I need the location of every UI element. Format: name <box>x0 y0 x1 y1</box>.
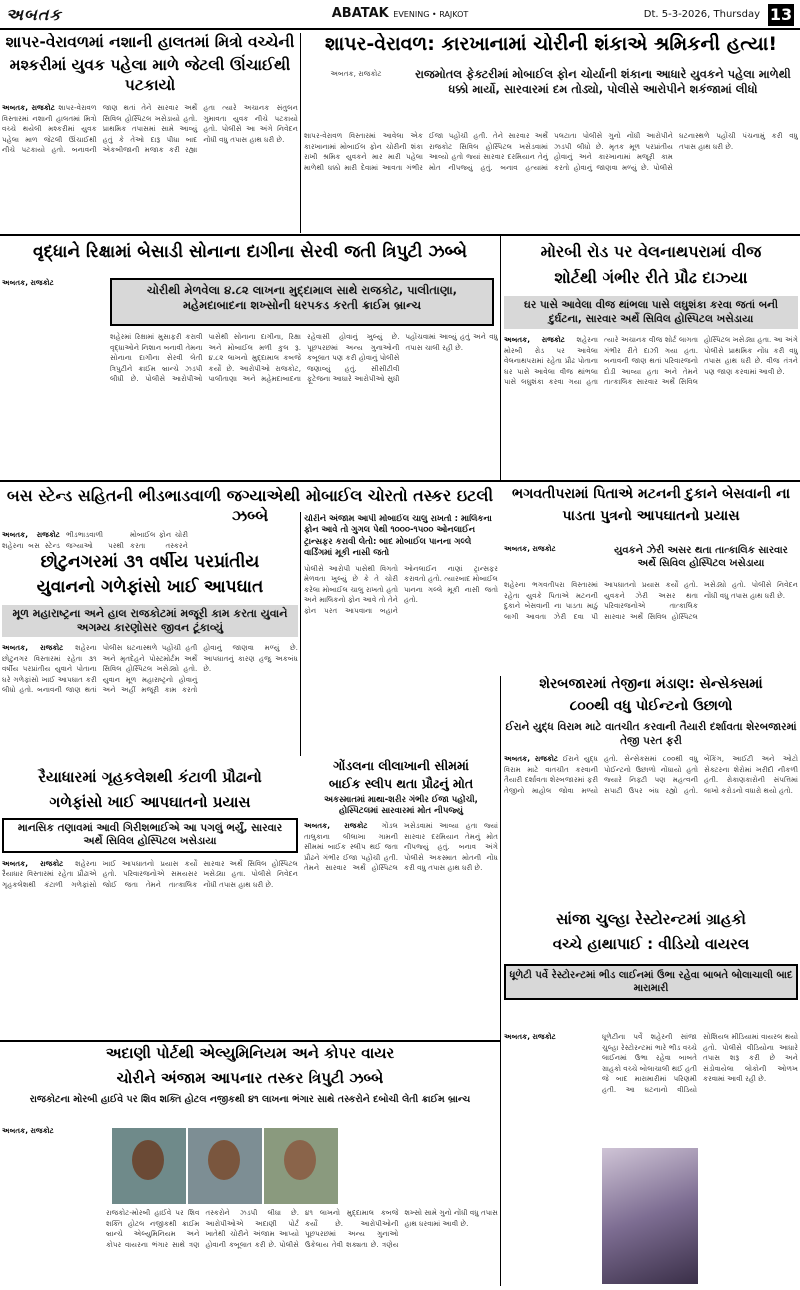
story-bhagvatipara <box>504 484 798 670</box>
story-headline: મશ્કરીમાં યુવક પહેલા માળે જેટલી ઊંચાઈથી પટકાયો <box>9 56 291 94</box>
edition-label: EVENING • RAJKOT <box>393 10 469 19</box>
story-text: શહેરના બસ સ્ટેન્ડ ભીડભાડવાળી જગ્યાઓ પરથી મોબાઈલ ફોન ચોરી કરતા તસ્કરને <box>2 530 188 550</box>
dateline: અબતક, રાજકોટ <box>2 103 55 113</box>
column-divider <box>500 676 501 1286</box>
dateline: અબતક, રાજકોટ <box>2 1126 54 1135</box>
story-restaurant-fight <box>504 910 798 1286</box>
story-headline: મોરબી રોડ પર વેલનાથપરામાં વીજ <box>540 242 762 261</box>
dateline: અબતક, રાજકોટ <box>504 335 565 345</box>
story-chhotunagar <box>2 552 298 762</box>
dateline: અબતક, રાજકોટ <box>2 278 54 287</box>
story-text: શહેરમાં રિક્ષામાં મુસાફરી કરાવી વૃદ્ધાઓને નિશાન બનાવી તેમના સોનાના દાગીના સેરવી લેતી ત્રિપુટીને ક્રાઈમ બ્રાન્ચે ઝડપી લીધી છે. પોલીસે આરોપીઓ પાસેથી સોનાના દાગીના, રિક્ષા અને મોબાઈલ મળી કુલ રૂ. ૪.૮૨ લાખનો મુદ્દામાલ કબજે કર્યો છે. આરોપીઓ રાજકોટ, પાલીતાણા અને મહેમદાબાદના રહેવાસી હોવાનું ખુલ્યું છે. પૂછપરછમાં અન્ય ગુનાઓની કબૂલાત પણ કરી હોવાનું પોલીસે જણાવ્યું હતું. સીસીટીવી ફૂટેજના આધારે આરોપીઓ સુધી પહોંચવામાં આવ્યું હતું અને વધુ તપાસ ચાલી રહી છે. <box>110 332 498 383</box>
story-subheadline: અકસ્માતમાં માથા-શરીર ગંભીર ઈજા પહોંચી, હોસ્પિટલમાં સારવારમાં મોત નીપજ્યું <box>324 795 478 817</box>
story-headline: અદાણી પોર્ટથી એલ્યુમિનિયમ અને કોપર વાયર <box>105 1044 395 1062</box>
story-headline: શેરબજારમાં તેજીના મંડાણ: સેન્સેક્સમાં <box>539 676 763 692</box>
story-text: ધૂળેટીના પર્વે શહેરની સાંજા ચુલ્હા રેસ્ટોરન્ટમાં ભારે ભીડ વચ્ચે લાઈનમાં ઉભા રહેવા બાબતે ગ્રાહકો વચ્ચે બોલાચાલી થઈ હતી જે બાદ મારામારીમાં પરિણમી હતી. આ ઘટનાનો વીડિયો સોશિયલ મીડિયામાં વાયરલ થયો હતો. પોલીસે વીડિયોના આધારે તપાસ શરૂ કરી છે અને સંડોવાયેલા લોકોની ઓળખ કરવામાં આવી રહી છે. <box>602 1032 798 1094</box>
paper-name-block <box>290 6 510 21</box>
story-stock-market <box>504 676 798 908</box>
story-subheadline: ઘર પાસે આવેલા વીજ થાંભલા પાસે લઘુશંકા કરવા જતાં બની દુર્ઘટના, સારવાર અર્થે સિવિલ હોસ્પિટલ ખસેડાયા <box>504 296 798 329</box>
story-body-lead <box>2 278 104 474</box>
page-number: 13 <box>769 5 793 24</box>
dateline: અબતક, રાજકોટ <box>504 754 559 764</box>
section-rule <box>0 234 800 236</box>
story-body <box>2 859 298 929</box>
story-body <box>2 103 298 227</box>
story-body-lead <box>2 1126 98 1286</box>
story-headline: શોર્ટથી ગંભીર રીતે પ્રૌઢ દાઝ્યા <box>554 268 748 287</box>
story-headline: શાપર-વેરાવળ: કારખાનામાં ચોરીની શંકાએ શ્રમિકની હત્યા! <box>324 33 778 55</box>
story-text: રાજકોટ-મોરબી હાઈવે પર શિવ શક્તિ હોટલ નજીકથી ક્રાઈમ બ્રાન્ચે એલ્યુમિનિયમ અને કોપર વાયરના ભંગાર સાથે ત્રણ તસ્કરોને ઝડપી લીધા છે. આરોપીઓએ અદાણી પોર્ટ ખાતેથી ચોરીને અંજામ આપ્યો હોવાની કબૂલાત કરી છે. પોલીસે ૪૧ લાખનો મુદ્દામાલ કબજે કર્યો છે. આરોપીઓની પૂછપરછમાં અન્ય ગુનાઓ ઉકેલાય તેવી શક્યતા છે. ત્રણેય શખ્સો સામે ગુનો નોંધી વધુ તપાસ હાથ ધરવામાં આવી છે. <box>106 1208 498 1249</box>
column-divider <box>300 512 301 756</box>
story-headline: છોટુનગરમાં ૩૧ વર્ષીય પરપ્રાંતીય <box>40 552 260 572</box>
story-text: શહેરના ભગવતીપરા વિસ્તારમાં રહેતા યુવકે પિતાએ મટનની દુકાને બેસવાની ના પાડતા માઠું લાગી આવતા ઝેરી દવા પી આપઘાતનો પ્રયાસ કર્યો હતો. યુવકને ઝેરી અસર થતા પરિવારજનોએ તાત્કાલિક સારવાર અર્થે સિવિલ હોસ્પિટલ ખસેડ્યો હતો. પોલીસે નિવેદન નોંધી વધુ તપાસ હાથ ધરી છે. <box>504 580 798 621</box>
dateline-block <box>304 69 408 127</box>
dateline-block <box>504 544 600 564</box>
story-body <box>110 332 498 476</box>
story-mobile-thief-box <box>304 514 498 754</box>
story-headline: ૮૦૦થી વધુ પોઈન્ટનો ઉછાળો <box>569 697 733 714</box>
accused-photo-2 <box>188 1128 262 1204</box>
story-body <box>504 335 798 465</box>
story-text: ઈરાને યુદ્ધ વિરામ માટે વાતચીત કરવાની તૈયારી દર્શાવતા શેરબજારમાં ફરી તેજીનો માહોલ જોવા મળ્યો હતો. સેન્સેક્સમાં ૮૦૦થી વધુ પોઈન્ટનો ઉછાળો નોંધાયો હતો જ્યારે નિફ્ટી પણ મહત્વની સપાટી ઉપર બંધ રહ્યો હતો. બેંકિંગ, આઈટી અને ઓટો સેક્ટરના શેરોમાં ખરીદી નીકળી હતી. રોકાણકારોની સંપત્તિમાં લાખો કરોડનો વધારો થયો હતો. <box>504 754 798 795</box>
masthead <box>0 0 800 30</box>
story-headline: યુવાનનો ગળેફાંસો ખાઈ આપઘાત <box>36 577 264 598</box>
story-body <box>2 643 298 762</box>
cctv-video-still <box>602 1148 698 1284</box>
story-headline: રૈયાધારમાં ગૃહકલેશથી કંટાળી પ્રૌઢાનો <box>38 768 262 786</box>
story-electric-shock <box>504 238 798 478</box>
dateline: અબતક, રાજકોટ <box>330 69 382 78</box>
story-adani-port-theft <box>2 1044 498 1288</box>
section-rule <box>0 480 800 482</box>
story-subheadline: માનસિક તણાવમાં આવી ગિરીશભાઈએ આ પગલું ભર્યું, સારવાર અર્થે સિવિલ હોસ્પિટલ ખસેડાયા <box>2 818 298 853</box>
story-text: શહેરના છોટુનગર વિસ્તારમાં રહેતા ૩૧ વર્ષીય પરપ્રાંતીય યુવાને પોતાના ઘરે ગળેફાંસો ખાઈ આપઘાત કરી લીધો હતો. બનાવની જાણ થતાં પોલીસ ઘટનાસ્થળે પહોંચી હતી અને મૃતદેહને પોસ્ટમોર્ટમ અર્થે સિવિલ હોસ્પિટલ ખસેડ્યો હતો. યુવાન મૂળ મહારાષ્ટ્રનો હોવાનું અને અહીં મજૂરી કામ કરતો હોવાનું જાણવા મળ્યું છે. આપઘાતનું કારણ હજુ અકબંધ છે. <box>2 643 298 695</box>
story-subheadline: મૂળ મહારાષ્ટ્રના અને હાલ રાજકોટમાં મજૂરી કામ કરતા યુવાને અગમ્ય કારણોસર જીવન ટૂંકાવ્યું <box>2 605 298 638</box>
story-subheadline: યુવકને ઝેરી અસર થતા તાત્કાલિક સારવાર અર્થે સિવિલ હોસ્પિટલ ખસેડાયા <box>614 545 788 569</box>
story-shapar-murder <box>304 33 798 233</box>
story-body <box>106 1208 498 1286</box>
story-text: પોલીસે આરોપી પાસેથી વિગતો મેળવતા ખુલ્યું છે કે તે ચોરી કરેલા મોબાઈલ ચાલુ રાખતો હતો અને માલિકનો ફોન આવે તો તેને ફોન પરત આપવાના બહાને ઓનલાઈન નાણાં ટ્રાન્સફર કરાવતો હતો. ત્યારબાદ મોબાઈલ પાનના ગલ્લે મૂકી નાસી જતો હતો. <box>304 563 498 615</box>
story-headline: ચોરીને અંજામ આપનાર તસ્કર ત્રિપુટી ઝબ્બે <box>116 1068 384 1087</box>
dateline: અબતક, રાજકોટ <box>504 1032 556 1041</box>
story-headline: ભગવતીપરામાં પિતાએ મટનની દુકાને બેસવાની ના પાડતા પુત્રનો આપઘાતનો પ્રયાસ <box>511 486 791 524</box>
story-text: શહેરના મોરબી રોડ પર આવેલા વેલનાથપરામાં રહેતા પ્રૌઢ પોતાના ઘર પાસે આવેલા વીજ થાંભલા પાસે લઘુશંકા કરવા ગયા હતા ત્યારે અચાનક વીજ શોર્ટ લાગતા ગંભીર રીતે દાઝી ગયા હતા. બનાવની જાણ થતાં પરિવારજનો દોડી આવ્યા હતા અને તેમને તાત્કાલિક સારવાર અર્થે સિવિલ હોસ્પિટલ ખસેડ્યા હતા. આ અંગે પોલીસે પ્રાથમિક નોંધ કરી વધુ તપાસ હાથ ધરી છે. વીજ તંત્રને પણ જાણ કરવામાં આવી છે. <box>504 335 798 387</box>
story-subheadline-box: ચોરીથી મેળવેલા ૪.૮૨ લાખના મુદ્દામાલ સાથે રાજકોટ, પાલીતાણા, મહેમદાબાદના શખ્સોની ધરપકડ કરતી ક્રાઈમ બ્રાન્ચ <box>110 278 494 326</box>
story-headline: સાંજા ચુલ્હા રેસ્ટોરન્ટમાં ગ્રાહકો <box>556 910 746 928</box>
story-subheadline: રાજકોટના મોરબી હાઈવે પર શિવ શક્તિ હોટલ નજીકથી ૪૧ લાખના ભંગાર સાથે તસ્કરોને દબોચી લેતી ક્રાઈમ બ્રાન્ચ <box>29 1093 471 1105</box>
dateline: અબતક, રાજકોટ <box>504 544 556 553</box>
story-headline: બસ સ્ટેન્ડ સહિતની ભીડભાડવાળી જગ્યાએથી મોબાઈલ ચોરતો તસ્કર ઇટલી ઝબ્બે <box>6 486 494 525</box>
story-subheadline: ચોરીને અંજામ આપી મોબાઈલ ચાલુ રાખતો : માલિકના ફોન આવે તો ગુગલ પેથી ૧૦૦૦-૧૫૦૦ ઓનલાઈન ટ્રાન્સફર કરાવી લેતો: બાદ મોબાઈલ પાનના ગલ્લે વાર્ડિંગમાં મૂકી નાસી જતો <box>304 514 492 559</box>
story-body <box>2 530 188 550</box>
story-gondal-accident <box>304 758 498 938</box>
story-body-lead <box>504 1032 598 1282</box>
paper-logo: અબતક <box>6 5 62 24</box>
story-body <box>504 754 798 890</box>
story-headline: ગોંડલના લીલાખાની સીમમાં <box>333 758 469 773</box>
column-divider <box>300 33 301 233</box>
story-raiyadhar <box>2 768 298 938</box>
story-headline: બાઈક સ્લીપ થતા પ્રૌઢનું મોત <box>328 775 474 791</box>
dateline: અબતક, રાજકોટ <box>2 643 64 653</box>
story-body <box>304 564 498 746</box>
story-text: શાપર-વેરાવળ વિસ્તારમાં નશાની હાલતમાં મિત્રો વચ્ચે થયેલી મશ્કરીમાં યુવક પહેલા માળ જેટલી ઊંચાઈથી નીચે પટકાયો હતો. બનાવની જાણ થતાં તેને સારવાર અર્થે સિવિલ હોસ્પિટલ ખસેડાયો હતો. પ્રાથમિક તપાસમાં સામે આવ્યું હતું કે તેઓ દારૂ પીધા બાદ એકબીજાની મજાક કરી રહ્યા હતા ત્યારે અચાનક સંતુલન ગુમાવતા યુવક નીચે પટકાયો હતો. પોલીસે આ અંગે નિવેદન નોંધી વધુ તપાસ હાથ ધરી છે. <box>2 103 298 155</box>
story-headline: વૃદ્ધાને રિક્ષામાં બેસાડી સોનાના દાગીના સેરવી જતી ત્રિપુટી ઝબ્બે <box>33 242 467 262</box>
story-subheadline: ધૂળેટી પર્વે રેસ્ટોરન્ટમાં ભીડ લાઈનમાં ઉભા રહેવા બાબતે બોલાચાલી બાદ મારામારી <box>504 964 798 1000</box>
story-text: ગોંડલ તાલુકાના લીલાખા ગામની સીમમાં બાઈક સ્લીપ થઈ જતા પ્રૌઢને ગંભીર ઈજા પહોંચી હતી. તેમને સારવાર અર્થે હોસ્પિટલ ખસેડવામાં આવ્યા હતા જ્યાં સારવાર દરમિયાન તેમનું મોત નીપજ્યું હતું. બનાવ અંગે પોલીસે અકસ્માત મોતની નોંધ કરી વધુ તપાસ હાથ ધરી છે. <box>304 821 498 873</box>
story-body <box>304 131 798 231</box>
paper-name: ABATAK <box>331 6 389 21</box>
story-body <box>504 580 798 670</box>
story-subheadline: ઈરાને યુદ્ધ વિરામ માટે વાતચીત કરવાની તૈયારી દર્શાવતા શેરબજારમાં તેજી પરત ફરી <box>505 721 797 747</box>
dateline: અબતક, રાજકોટ <box>304 821 368 831</box>
dateline: અબતક, રાજકોટ <box>2 858 64 868</box>
story-headline: ગળેફાંસો ખાઈ આપઘાતનો પ્રયાસ <box>49 792 251 811</box>
story-rickshaw-gang <box>2 238 498 478</box>
accused-photo-1 <box>112 1128 186 1204</box>
section-rule <box>0 1040 500 1042</box>
accused-photo-3 <box>264 1128 338 1204</box>
story-body <box>304 821 498 935</box>
story-headline: વચ્ચે હાથાપાઈ : વીડિયો વાયરલ <box>552 934 750 953</box>
story-text: શાપર-વેરાવળ વિસ્તારમાં આવેલા એક કારખાનામાં મોબાઈલ ફોન ચોરીની શંકા રાખી શ્રમિક યુવકને માર મારી પહેલા માળેથી ધક્કો મારી દેવામાં આવતા ગંભીર ઈજા પહોંચી હતી. તેને સારવાર અર્થે રાજકોટ સિવિલ હોસ્પિટલ ખસેડવામાં આવ્યો હતો જ્યાં સારવાર દરમિયાન તેનું મોત નીપજ્યું હતું. બનાવ હત્યામાં પલટાતા પોલીસે ગુનો નોંધી આરોપીને ઝડપી લીધો છે. મૃતક મૂળ પરપ્રાંતીય હોવાનું અને કારખાનામાં મજૂરી કામ કરતો હોવાનું જાણવા મળ્યું છે. પોલીસે ઘટનાસ્થળે પહોંચી પંચનામું કરી વધુ તપાસ હાથ ધરી છે. <box>304 131 798 172</box>
dateline: અબતક, રાજકોટ <box>2 530 60 539</box>
story-shapar-mockery <box>2 33 298 233</box>
column-divider <box>500 236 501 480</box>
story-body <box>602 1032 798 1144</box>
story-subheadline: રાજમોતલ ફેક્ટરીમાં મોબાઈલ ફોન ચોર્યાની શંકાના આધારે યુવકને પહેલા માળેથી ધક્કો માર્યો, સારવારમાં દમ તોડ્યો, પોલીસે આરોપીને શકંજામાં લીધો <box>415 67 791 96</box>
issue-date: Dt. 5-3-2026, Thursday <box>643 9 760 20</box>
story-headline: શાપર-વેરાવળમાં નશાની હાલતમાં મિત્રો વચ્ચેની <box>5 33 295 51</box>
story-text: શહેરના રૈયાધાર વિસ્તારમાં રહેતા પ્રૌઢાએ ગૃહકલેશથી કંટાળી ગળેફાંસો ખાઈ આપઘાતનો પ્રયાસ કર્યો હતો. પરિવારજનોએ સમયસર જોઈ જતા તેમને તાત્કાલિક સારવાર અર્થે સિવિલ હોસ્પિટલ ખસેડ્યા હતા. પોલીસે નિવેદન નોંધી તપાસ હાથ ધરી છે. <box>2 858 298 889</box>
